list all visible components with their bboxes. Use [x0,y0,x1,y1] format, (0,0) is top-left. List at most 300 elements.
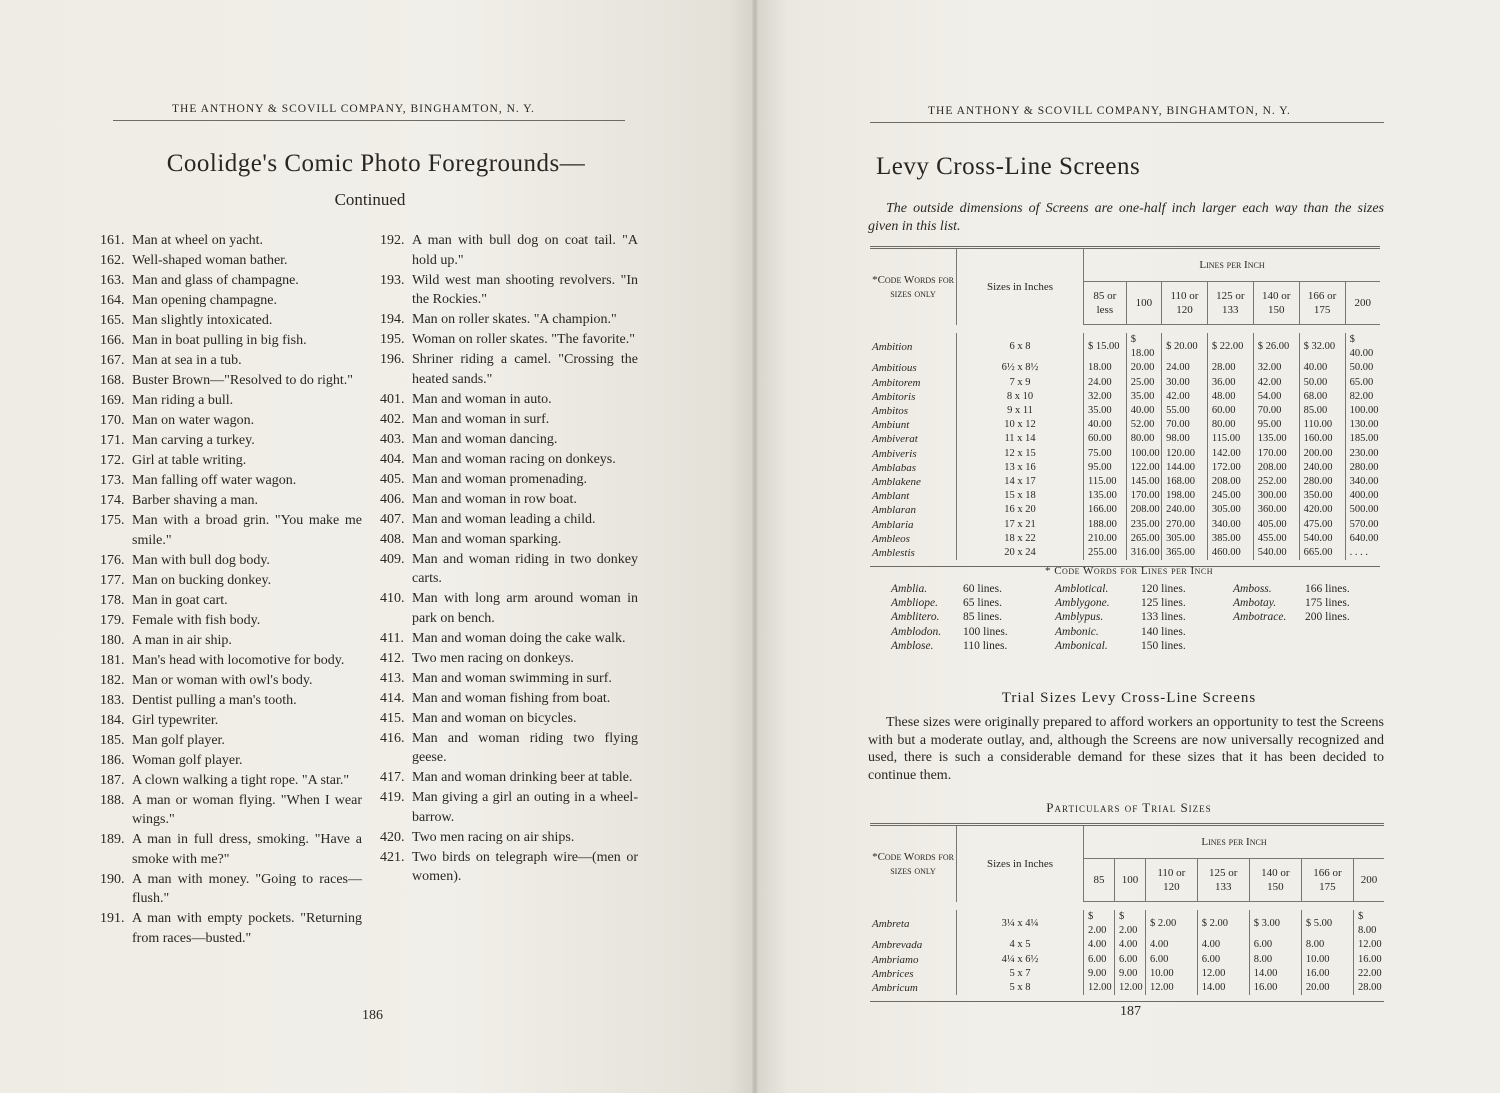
price-cell: 405.00 [1253,518,1299,532]
size-cell: 13 x 16 [957,461,1084,475]
price-cell: 16.00 [1249,981,1301,995]
list-item [100,909,362,948]
page-title: Levy Cross-Line Screens [876,153,1141,180]
item-number: 182. [100,672,125,688]
item-text: Man and woman doing the cake walk. [412,630,626,646]
lines-column-header: 200 [1345,282,1380,325]
price-cell: 82.00 [1345,390,1380,404]
price-cell: 42.00 [1162,390,1208,404]
price-cell: 65.00 [1345,376,1380,390]
lines-column-header: 100 [1126,282,1161,325]
price-cell: 42.00 [1253,376,1299,390]
code-word: Ambonic. [1055,625,1099,638]
list-item [100,611,362,631]
item-number: 191. [100,911,125,926]
price-cell: 54.00 [1253,390,1299,404]
price-cell: 170.00 [1126,489,1161,503]
price-cell: $ 2.00 [1114,910,1145,938]
price-cell: 145.00 [1126,475,1161,489]
item-text: Man and woman in auto. [412,391,552,407]
item-number: 180. [100,632,125,648]
item-number: 179. [100,612,125,628]
price-cell: $ 26.00 [1253,333,1299,361]
item-text: A man in air ship. [132,632,232,648]
item-text: Man giving a girl an outing in a wheel-barrow. [412,790,638,825]
price-cell: 188.00 [1084,518,1127,532]
table-row [870,938,1384,952]
code-words-group [1233,582,1350,625]
list-item [100,571,362,591]
list-item [380,629,638,649]
table-row [870,404,1380,418]
list-item [100,291,362,311]
item-number: 412. [380,650,405,666]
item-number: 414. [380,690,405,706]
item-number: 186. [100,752,125,768]
list-item [100,351,362,371]
price-cell: 100.00 [1126,447,1161,461]
item-text: Two birds on telegraph wire—(men or women). [412,849,638,884]
item-text: Man and glass of champagne. [132,273,299,288]
list-item [100,471,362,491]
price-cell: 540.00 [1253,546,1299,560]
item-number: 417. [380,770,405,785]
list-item [100,870,362,909]
price-cell: $ 2.00 [1084,910,1115,938]
code-word: Amblia. [891,583,928,595]
code-word-cell: Amblaria [872,518,914,531]
code-lines: 175 lines. [1305,597,1350,610]
item-number: 162. [100,253,125,268]
price-cell: 142.00 [1207,447,1253,461]
item-number: 420. [380,829,405,845]
price-cell: 95.00 [1253,418,1299,432]
price-cell: 120.00 [1162,447,1208,461]
trial-sizes-title: Trial Sizes Levy Cross-Line Screens [1001,690,1257,706]
code-word: Ambotrace. [1233,611,1287,624]
code-word-cell: Ambiverat [872,433,918,446]
price-cell: 166.00 [1084,503,1127,517]
list-item [380,589,638,628]
price-cell: $ 2.00 [1197,910,1249,938]
price-cell: 14.00 [1249,967,1301,981]
item-text: Woman on roller skates. "The favorite." [412,332,635,347]
table-row [870,461,1380,475]
item-text: Man on bucking donkey. [132,572,272,588]
item-text: Man with a broad grin. "You make me smile." [132,513,362,548]
code-lines: 140 lines. [1141,625,1186,638]
price-cell: 350.00 [1299,489,1345,503]
price-cell: 9.00 [1084,967,1115,981]
price-cell: 255.00 [1084,546,1127,560]
table-row [870,910,1384,938]
item-number: 408. [380,531,405,547]
item-number: 407. [380,511,405,527]
price-cell: 500.00 [1345,503,1380,517]
list-item [100,431,362,451]
trial-sizes-table [870,823,1384,1002]
code-word-entry [1055,625,1186,639]
header-rule [113,120,625,121]
code-lines: 85 lines. [963,611,1002,624]
price-cell: 28.00 [1353,981,1384,995]
list-item [100,711,362,731]
price-cell: 208.00 [1126,503,1161,517]
price-cell: 270.00 [1162,518,1208,532]
item-number: 171. [100,433,125,448]
item-number: 413. [380,670,405,686]
code-word-cell: Ambrices [872,967,914,980]
item-text: Man with long arm around woman in park on bench. [412,591,638,626]
codes-title: * Code Words for Lines per Inch [1044,565,1214,577]
item-number: 173. [100,473,125,488]
list-column-left [100,231,362,949]
item-text: Woman golf player. [132,752,243,768]
item-number: 193. [380,272,405,288]
price-cell: 280.00 [1299,475,1345,489]
code-word-entry [891,639,1008,653]
list-item [100,371,362,391]
size-cell: 18 x 22 [957,532,1084,546]
item-text: Shriner riding a camel. "Crossing the heated sands." [412,352,638,387]
item-text: Man and woman in row boat. [412,491,577,507]
price-cell: 32.00 [1253,361,1299,375]
price-cell: 35.00 [1084,404,1127,418]
price-cell: 20.00 [1301,981,1353,995]
item-number: 181. [100,652,125,668]
price-cell: $ 20.00 [1162,333,1208,361]
size-cell: 5 x 7 [957,967,1084,981]
price-cell: 122.00 [1126,461,1161,475]
list-item [100,651,362,671]
item-number: 419. [380,790,405,805]
lines-per-inch-header: Lines per Inch [1084,825,1385,859]
price-cell: 52.00 [1126,418,1161,432]
price-cell: 208.00 [1207,475,1253,489]
price-cell: 12.00 [1353,938,1384,952]
code-word: Amblitero. [891,611,940,624]
code-lines: 200 lines. [1305,611,1350,624]
list-item [380,271,638,310]
code-lines: 166 lines. [1305,583,1350,595]
code-lines: 120 lines. [1141,583,1186,595]
price-cell: $ 8.00 [1353,910,1384,938]
sizes-header: Sizes in Inches [957,248,1084,325]
price-cell: 135.00 [1253,432,1299,446]
item-text: Man opening champagne. [132,293,278,308]
item-text: Man carving a turkey. [132,433,255,448]
item-text: Man and woman drinking beer at table. [412,770,633,785]
list-item [380,430,638,450]
table-row [870,532,1380,546]
price-cell: 6.00 [1197,953,1249,967]
price-cell: 24.00 [1162,361,1208,375]
price-cell: 50.00 [1299,376,1345,390]
item-text: Two men racing on air ships. [412,829,575,845]
size-cell: 6 x 8 [957,333,1084,361]
price-cell: $ 15.00 [1084,333,1127,361]
price-cell: 55.00 [1162,404,1208,418]
item-text: A man in full dress, smoking. "Have a smoke with me?" [132,832,362,867]
list-item [100,751,362,771]
item-text: Man or woman with owl's body. [132,672,313,688]
table-row [870,447,1380,461]
code-word-cell: Amblakene [872,476,921,489]
code-word-cell: Ambricum [872,982,918,995]
list-item [100,771,362,791]
item-number: 409. [380,551,405,567]
code-word-entry [891,625,1008,639]
list-item [100,311,362,331]
item-number: 188. [100,792,125,808]
list-item [380,530,638,550]
price-cell: 570.00 [1345,518,1380,532]
list-item [380,649,638,669]
lines-column-header: 125 or 133 [1197,859,1249,902]
sizes-header: Sizes in Inches [957,825,1084,902]
price-cell: 80.00 [1207,418,1253,432]
code-word-cell: Amblant [872,490,910,503]
price-cell: 210.00 [1084,532,1127,546]
list-item [380,669,638,689]
code-word-entry [1233,582,1350,596]
list-item [100,231,362,251]
item-text: Man and woman fishing from boat. [412,690,611,706]
item-number: 401. [380,391,405,407]
item-text: Man and woman swimming in surf. [412,670,612,686]
item-text: Man at wheel on yacht. [132,233,264,248]
lines-column-header: 110 or 120 [1145,859,1197,902]
item-number: 189. [100,832,125,847]
table-row [870,475,1380,489]
code-word: Amblygone. [1055,597,1110,610]
price-cell: 40.00 [1126,404,1161,418]
price-cell: 200.00 [1299,447,1345,461]
price-cell: 32.00 [1084,390,1127,404]
item-number: 415. [380,710,405,726]
price-cell: 6.00 [1145,953,1197,967]
code-word: Ambonical. [1055,639,1108,652]
list-item [380,350,638,389]
list-item [100,791,362,830]
price-cell: 95.00 [1084,461,1127,475]
item-text: A man with bull dog on coat tail. "A hold up." [412,233,638,268]
list-item [100,591,362,611]
price-cell: 14.00 [1197,981,1249,995]
list-item [100,671,362,691]
item-text: Well-shaped woman bather. [132,253,288,268]
table-row [870,376,1380,390]
price-cell: 16.00 [1301,967,1353,981]
lines-column-header: 200 [1353,859,1384,902]
lines-column-header: 85 [1084,859,1115,902]
price-cell: 28.00 [1207,361,1253,375]
list-item [100,511,362,550]
page-subtitle: Continued [334,190,406,209]
item-text: Man on water wagon. [132,413,255,428]
list-item [380,310,638,330]
price-cell: 8.00 [1301,938,1353,952]
item-text: Man falling off water wagon. [132,473,297,488]
lines-column-header: 166 or 175 [1299,282,1345,325]
price-cell: 280.00 [1345,461,1380,475]
price-cell: $ 5.00 [1301,910,1353,938]
item-number: 190. [100,871,125,887]
price-cell: 540.00 [1299,532,1345,546]
code-lines: 110 lines. [963,639,1008,652]
price-cell: 22.00 [1353,967,1384,981]
price-cell: 245.00 [1207,489,1253,503]
price-cell: 170.00 [1253,447,1299,461]
running-head: THE ANTHONY & SCOVILL COMPANY, BINGHAMTON, N. Y. [928,105,1291,117]
size-cell: 9 x 11 [957,404,1084,418]
item-number: 416. [380,730,405,746]
price-cell: 115.00 [1084,475,1127,489]
price-cell: 400.00 [1345,489,1380,503]
item-text: Girl at table writing. [132,453,247,468]
code-lines: 150 lines. [1141,639,1186,652]
price-cell: 30.00 [1162,376,1208,390]
item-number: 403. [380,431,405,447]
price-cell: 10.00 [1145,967,1197,981]
list-item [380,828,638,848]
trial-sizes-text: These sizes were originally prepared to afford workers an opportunity to test the Screens with but a moderate outlay, and, although the Screens are now universally recognized and used, there is such a considerable demand for these sizes that it has been decided to continue them. [868,715,1384,783]
item-number: 165. [100,313,125,328]
price-cell: 12.00 [1084,981,1115,995]
list-item [380,848,638,887]
item-number: 169. [100,393,125,408]
item-number: 410. [380,591,405,606]
list-item [100,731,362,751]
item-text: Man golf player. [132,732,225,748]
price-cell: 208.00 [1253,461,1299,475]
price-cell: 385.00 [1207,532,1253,546]
list-item [380,470,638,490]
list-item [380,490,638,510]
item-number: 177. [100,572,125,588]
size-cell: 16 x 20 [957,503,1084,517]
item-text: Two men racing on donkeys. [412,650,574,666]
item-number: 183. [100,692,125,708]
code-word-cell: Amblaran [872,504,916,517]
price-cell: 75.00 [1084,447,1127,461]
item-number: 164. [100,293,125,308]
code-word-cell: Ambiunt [872,419,910,432]
item-number: 170. [100,413,125,428]
size-cell: 20 x 24 [957,546,1084,560]
item-text: Man and woman riding two flying geese. [412,730,638,765]
list-item [100,830,362,869]
item-text: Girl typewriter. [132,712,219,728]
code-word: Amboss. [1233,583,1272,595]
size-cell: 12 x 15 [957,447,1084,461]
price-cell: 130.00 [1345,418,1380,432]
size-cell: 11 x 14 [957,432,1084,446]
price-cell: . . . . [1345,546,1380,560]
table-row [870,489,1380,503]
size-cell: 6½ x 8½ [957,361,1084,375]
price-cell: 135.00 [1084,489,1127,503]
item-text: Man and woman dancing. [412,431,558,447]
price-cell: 252.00 [1253,475,1299,489]
price-cell: $ 22.00 [1207,333,1253,361]
size-cell: 15 x 18 [957,489,1084,503]
page-title: Coolidge's Comic Photo Foregrounds— [166,150,586,177]
code-word-cell: Ambrevada [872,939,923,952]
size-cell: 8 x 10 [957,390,1084,404]
list-item [380,768,638,788]
list-column-right [380,231,638,887]
size-cell: 5 x 8 [957,981,1084,995]
screens-price-table [870,246,1380,567]
price-cell: 9.00 [1114,967,1145,981]
price-cell: 85.00 [1299,404,1345,418]
list-item [380,330,638,350]
price-cell: $ 2.00 [1145,910,1197,938]
code-word-entry [1055,582,1186,596]
price-cell: 8.00 [1249,953,1301,967]
price-cell: 18.00 [1084,361,1127,375]
price-cell: 12.00 [1197,967,1249,981]
price-cell: 6.00 [1249,938,1301,952]
code-word-entry [891,610,1008,624]
item-number: 404. [380,451,405,467]
price-cell: $ 3.00 [1249,910,1301,938]
item-number: 163. [100,273,125,288]
code-lines: 100 lines. [963,625,1008,638]
item-number: 196. [380,352,405,367]
price-cell: 12.00 [1145,981,1197,995]
price-cell: 316.00 [1126,546,1161,560]
table-row [870,390,1380,404]
code-word-cell: Ambitoris [872,390,916,403]
price-cell: 70.00 [1162,418,1208,432]
list-item [380,788,638,827]
code-word-cell: Amblestis [872,547,915,560]
item-text: Buster Brown—"Resolved to do right." [132,373,354,388]
code-word: Amblodon. [891,625,942,638]
item-number: 187. [100,772,125,788]
item-text: Man at sea in a tub. [132,353,242,368]
code-word-cell: Ambitorem [872,376,921,389]
list-item [100,631,362,651]
list-item [100,391,362,411]
size-cell: 4 x 5 [957,938,1084,952]
code-word-cell: Ambiveris [872,447,917,460]
table-row [870,333,1380,361]
code-word: Ambotay. [1233,597,1277,610]
code-word-entry [891,582,1008,596]
size-cell: 7 x 9 [957,376,1084,390]
code-lines: 65 lines. [963,597,1002,610]
item-text: Barber shaving a man. [132,493,258,508]
item-text: Man's head with locomotive for body. [132,652,345,668]
item-number: 195. [380,332,405,347]
item-number: 168. [100,373,125,388]
list-item [100,491,362,511]
price-cell: 340.00 [1345,475,1380,489]
price-cell: 365.00 [1162,546,1208,560]
item-number: 406. [380,491,405,507]
item-text: Man in goat cart. [132,592,228,608]
price-cell: 198.00 [1162,489,1208,503]
table-row [870,432,1380,446]
price-cell: 110.00 [1299,418,1345,432]
price-cell: 144.00 [1162,461,1208,475]
price-cell: 160.00 [1299,432,1345,446]
code-words-group [1055,582,1186,653]
price-cell: 475.00 [1299,518,1345,532]
